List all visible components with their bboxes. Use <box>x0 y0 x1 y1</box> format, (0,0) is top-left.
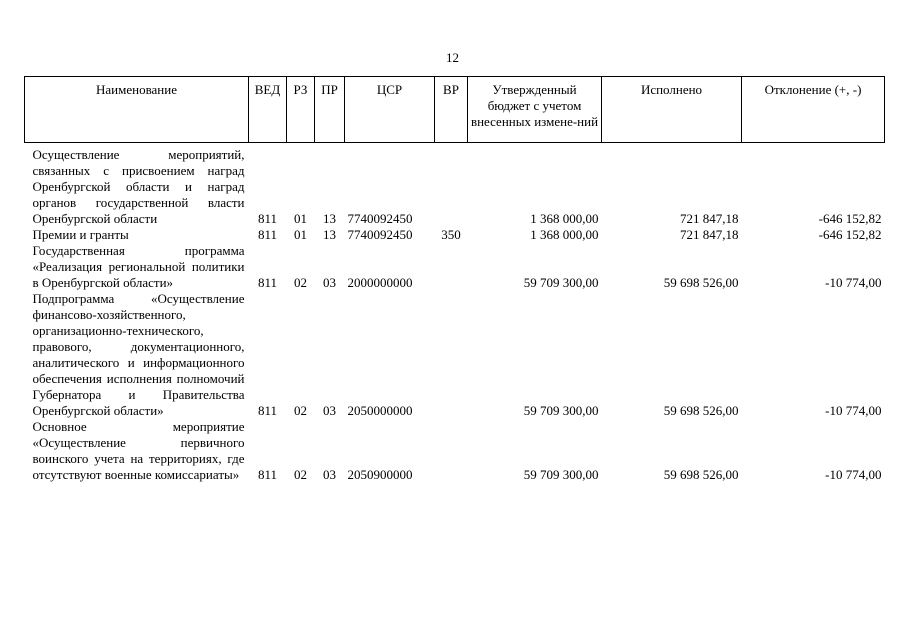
header-name: Наименование <box>25 77 249 143</box>
header-rz: РЗ <box>287 77 315 143</box>
row-ved: 811 <box>257 403 278 418</box>
row-name: Основное мероприятие «Осуществление первичного воинского учета на территориях, где отсутствуют военные комиссариаты» <box>32 419 245 482</box>
header-vr: ВР <box>435 77 468 143</box>
table-header <box>25 77 885 143</box>
row-approved: 59 709 300,00 <box>523 275 599 290</box>
row-approved: 59 709 300,00 <box>523 403 599 418</box>
row-approved: 1 368 000,00 <box>530 227 599 242</box>
budget-table <box>24 76 885 483</box>
header-pr: ПР <box>315 77 345 143</box>
row-vr <box>435 147 468 227</box>
row-deviation: -646 152,82 <box>818 227 882 242</box>
row-pr: 03 <box>323 467 336 482</box>
row-name: Государственная программа «Реализация региональной политики в Оренбургской области» <box>32 243 245 290</box>
row-rz: 01 <box>294 211 307 226</box>
row-approved: 59 709 300,00 <box>523 467 599 482</box>
table-row <box>25 243 885 291</box>
row-executed: 59 698 526,00 <box>663 467 739 482</box>
row-deviation: -646 152,82 <box>818 211 882 226</box>
header-approved: Утвержденный бюджет с учетом внесенных измене-ний <box>468 77 602 143</box>
row-deviation: -10 774,00 <box>825 275 882 290</box>
row-executed: 59 698 526,00 <box>663 403 739 418</box>
table-row <box>25 147 885 227</box>
row-vr <box>435 419 468 483</box>
row-executed: 59 698 526,00 <box>663 275 739 290</box>
row-rz: 02 <box>294 275 307 290</box>
table-row <box>25 419 885 483</box>
row-csr: 2050000000 <box>347 403 413 418</box>
row-rz: 02 <box>294 467 307 482</box>
row-rz: 02 <box>294 403 307 418</box>
row-csr: 7740092450 <box>347 211 413 226</box>
table-row <box>25 291 885 419</box>
row-name: Подпрограмма «Осуществление финансово-хозяйственного, организационно-технического, правового, документационного, аналитического и информационного обеспечения исполнения полномочий Губернатора и Правительства Оренбургской области» <box>32 291 245 418</box>
row-ved: 811 <box>257 227 278 242</box>
row-executed: 721 847,18 <box>680 211 739 226</box>
row-approved: 1 368 000,00 <box>530 211 599 226</box>
row-csr: 2050900000 <box>347 467 413 482</box>
row-name: Премии и гранты <box>32 227 129 242</box>
row-rz: 01 <box>294 227 307 242</box>
row-pr: 13 <box>323 227 336 242</box>
header-ved: ВЕД <box>249 77 287 143</box>
row-pr: 03 <box>323 403 336 418</box>
row-vr <box>435 291 468 419</box>
row-pr: 03 <box>323 275 336 290</box>
header-deviation: Отклонение (+, -) <box>742 77 885 143</box>
header-csr: ЦСР <box>345 77 435 143</box>
row-csr: 7740092450 <box>347 227 413 242</box>
row-executed: 721 847,18 <box>680 227 739 242</box>
row-ved: 811 <box>257 467 278 482</box>
row-csr: 2000000000 <box>347 275 413 290</box>
table-row <box>25 227 885 243</box>
row-deviation: -10 774,00 <box>825 403 882 418</box>
row-name: Осуществление мероприятий, связанных с присвоением наград Оренбургской области и наград органов государственной власти Оренбургской области <box>32 147 245 226</box>
table-body <box>25 143 885 484</box>
row-vr: 350 <box>441 227 461 242</box>
header-executed: Исполнено <box>602 77 742 143</box>
row-vr <box>435 243 468 291</box>
row-pr: 13 <box>323 211 336 226</box>
row-ved: 811 <box>257 275 278 290</box>
page-number: 12 <box>446 50 459 65</box>
row-deviation: -10 774,00 <box>825 467 882 482</box>
row-ved: 811 <box>257 211 278 226</box>
